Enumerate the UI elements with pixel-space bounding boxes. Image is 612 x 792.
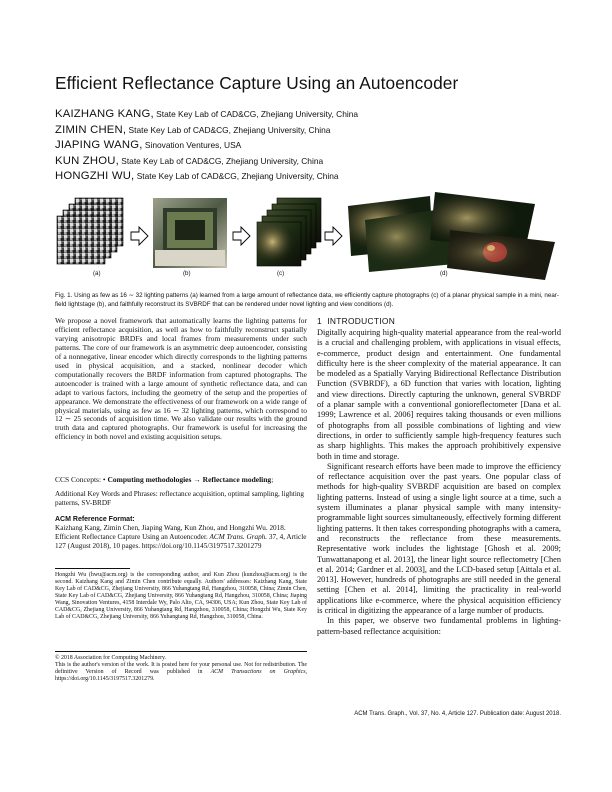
paper-title: Efficient Reflectance Capture Using an Autoencoder xyxy=(55,73,459,93)
abstract: We propose a novel framework that automatically learns the lighting patterns for efficient reflectance acquisition, as well as how to faithfully reconstruct spatially varying anisotropic BRDFs and local frames from measurements under such patterns. The core of our framework is an asymmetric deep autoencoder, consisting of a nonnegative, linear encoder which directly corresponds to the lighting patterns used in physical acquisition, and a stacked, nonlinear decoder which computationally recovers the BRDF information from captured photographs. The autoencoder is trained with a large amount of synthetic reflectance data, and can adapt to various factors, including the geometry of the setup and the properties of appearance. We demonstrate the effectiveness of our framework on a wide range of physical materials, using as few as 16 ∼ 32 lighting patterns, which correspond to 12 ∼ 25 seconds of acquisition time. We also validate our results with the ground truth data and captured photographs. Our framework is useful for increasing the efficiency in both novel and existing acquisition setups. xyxy=(55,316,307,442)
ccs-arrow: → xyxy=(191,475,203,484)
footnote-rule xyxy=(55,568,130,569)
ccs-main: Computing methodologies xyxy=(107,475,192,484)
reference-text-b: 37, 4, Article 127 (August 2018), 10 pages. https://doi.org/10.1145/3197517.3201279 xyxy=(55,533,307,550)
author-name: KAIZHANG KANG, xyxy=(55,108,154,120)
figure-label-c: (c) xyxy=(277,270,285,277)
lightstage-photo xyxy=(153,198,227,268)
rendered-results xyxy=(348,192,555,280)
arrow-right-icon xyxy=(233,227,250,245)
copyright-text-b: , https://doi.org/10.1145/3197517.3201279. xyxy=(55,669,307,683)
copyright-text-a: This is the author's version of the work. It is posted here for your personal use. Not for redistribution. The definitive Version of Record was published in xyxy=(55,662,307,676)
section-heading xyxy=(317,316,395,326)
author-affiliation: State Key Lab of CAD&CG, Zhejiang University, China xyxy=(134,171,339,182)
reference-text xyxy=(55,524,307,551)
section-title: INTRODUCTION xyxy=(327,316,396,326)
author-name: JIAPING WANG, xyxy=(55,139,143,152)
author-entry xyxy=(55,169,358,185)
author-entry xyxy=(55,138,358,154)
figure-label-d: (d) xyxy=(440,270,448,277)
paragraph: Significant research efforts have been made to improve the efficiency of reflectance acquisition over the past years. One popular class of methods for high-quality SVBRDF acquisition are based on complex lighting patterns. Instead of using a single light source at a time, such a system illuminates a planar physical sample with many intensity-programmable light sources simultaneously, effectively forming different lighting patterns. It then takes corresponding photographs with a camera, and reconstructs the reflectance from these measurements. Representative work includes the lightstage [Ghosh et al. 2009; Tunwattanapong et al. 2013], the linear light source reflectometry [Chen et al. 2014; Gardner et al. 2003], and the LCD-based setup [Aittala et al. 2013]. However, hundreds of photographs are still needed in the general setting [Chen et al. 2014], limiting the practicality in real-world applications like e-commerce, where the physical acquisition efficiency is critical in digitizing the appearance of a large number of products. xyxy=(317,461,561,616)
introduction-body xyxy=(317,328,561,637)
paragraph: Digitally acquiring high-quality material appearance from the real-world is a crucial and challenging problem, with applications in visual effects, e-commerce, product design and entertainment. One fundamental difficulty here is the sheer complexity of the material appearance. It can be modeled as a Spatially Varying Bidirectional Reflectance Distribution Function (SVBRDF), a 6D function that varies with location, lighting and view directions. Directly capturing the unknown, general SVBRDF of a planar sample with a conventional gonioreflectometer [Dana et al. 1999; Lawrence et al. 2006] requires taking thousands or even millions of photographs from all possible combinations of lighting and view directions, in order to sufficiently sample high-frequency features such as sharp highlights. This makes the approach prohibitively expensive both in time and storage. xyxy=(317,328,561,461)
copyright-text xyxy=(55,662,307,683)
page-footer: ACM Trans. Graph., Vol. 37, No. 4, Article 127. Publication date: August 2018. xyxy=(354,711,561,717)
author-affiliation: State Key Lab of CAD&CG, Zhejiang University, China xyxy=(153,109,359,119)
copyright-line: © 2018 Association for Computing Machinery. xyxy=(55,655,167,661)
figure-caption: Fig. 1. Using as few as 16 ∼ 32 lighting patterns (a) learned from a large amount of reflectance data, we efficiently capture photographs (c) of a planar physical sample in a mini, near-field lightstage (b), and faithfully reconstruct its SVBRDF that can be rendered under novel lighting and view conditions (d). xyxy=(55,292,559,308)
author-name: HONGZHI WU, xyxy=(55,170,135,183)
section-number: 1 xyxy=(317,316,322,326)
footnote-authors: Hongzhi Wu (hwu@acm.org) is the corresponding author, and Kun Zhou (kunzhou@acm.org) is the second. Kaizhang Kang and Zimin Chen contribute equally. Authors' addresses: Kaizhang Kang, State Key Lab of CAD&CG, Zhejiang University, 866 Yuhangtang Rd, Hangzhou, 310058, China; Zimin Chen, State Key Lab of CAD&CG, Zhejiang University, 866 Yuhangtang Rd, Hangzhou, 310058, China; Jiaping Wang, Sinovation Ventures, 4158 Interdale Wy, Palo Alto, CA, 94306, USA; Kun Zhou, State Key Lab of CAD&CG, Zhejiang University, 866 Yuhangtang Rd, Hangzhou, 310058, China; Hongzhi Wu, State Key Lab of CAD&CG, Zhejiang University, 866 Yuhangtang Rd, Hangzhou, 310058, China. xyxy=(55,572,307,621)
reference-label: ACM Reference Format: xyxy=(55,516,135,523)
author-affiliation: State Key Lab of CAD&CG, Zhejiang University, China xyxy=(126,124,331,135)
captured-photos-stack xyxy=(257,198,321,266)
keywords: Additional Key Words and Phrases: reflectance acquisition, optimal sampling, lighting patterns, SV-BRDF xyxy=(55,490,305,507)
author-name: KUN ZHOU, xyxy=(55,154,119,167)
ccs-concepts xyxy=(55,475,307,484)
ccs-end: ; xyxy=(271,475,274,484)
copyright-journal: ACM Transactions on Graphics xyxy=(210,669,306,676)
acm-reference xyxy=(55,515,307,551)
reference-journal: ACM Trans. Graph. xyxy=(209,533,268,541)
lighting-patterns-stack xyxy=(57,198,123,264)
footnote-copyright xyxy=(55,655,307,683)
author-entry xyxy=(55,107,358,123)
paragraph: In this paper, we observe two fundamental problems in lighting-pattern-based reflectance acquisition: xyxy=(317,616,561,636)
reference-text-a: Kaizhang Kang, Zimin Chen, Jiaping Wang, Kun Zhou, and Hongzhi Wu. 2018. Efficient Reflectance Capture Using an Autoencoder. xyxy=(55,524,286,541)
ccs-prefix: CCS Concepts: • xyxy=(55,475,108,484)
footnote-rule xyxy=(55,651,307,652)
arrow-right-icon xyxy=(325,227,342,245)
author-entry xyxy=(55,154,358,170)
author-affiliation: State Key Lab of CAD&CG, Zhejiang University, China xyxy=(118,155,324,166)
author-name: ZIMIN CHEN, xyxy=(55,123,127,136)
author-entry xyxy=(55,123,358,139)
figure-label-a: (a) xyxy=(93,270,101,277)
teaser-figure xyxy=(55,190,557,280)
author-list xyxy=(55,107,358,185)
author-affiliation: Sinovation Ventures, USA xyxy=(142,140,242,151)
figure-label-b: (b) xyxy=(183,270,191,277)
ccs-sub: Reflectance modeling xyxy=(202,475,272,484)
arrow-right-icon xyxy=(131,227,148,245)
